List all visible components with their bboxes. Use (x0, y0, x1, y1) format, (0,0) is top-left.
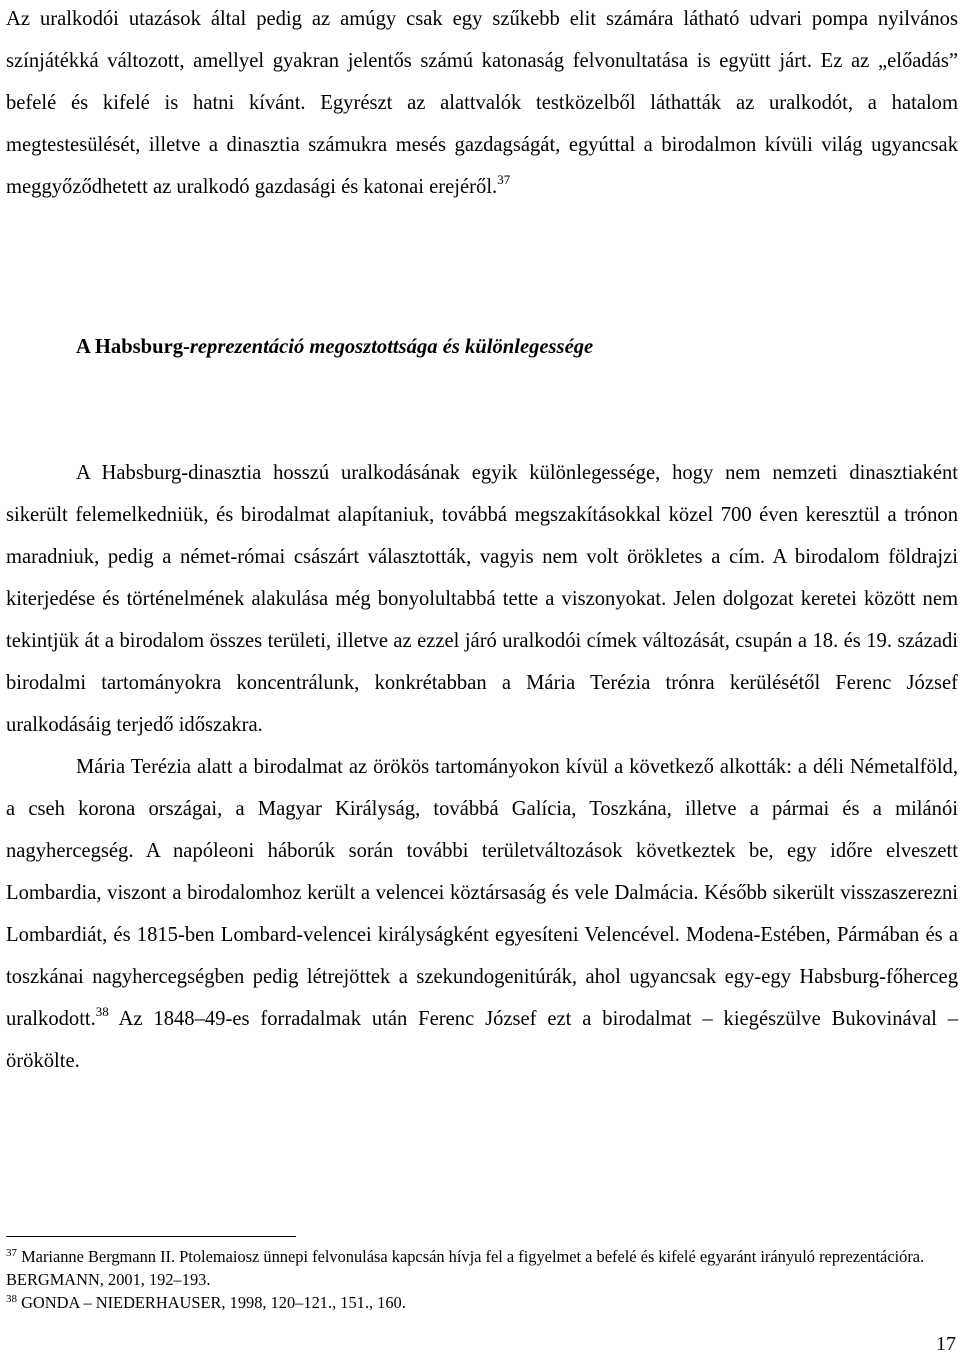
page-number: 17 (936, 1333, 956, 1355)
section-body (6, 452, 958, 1082)
body-paragraph-2-text-before: Mária Terézia alatt a birodalmat az örökös tartományokon kívül a következő alkották: a déli Németalföld, a cseh korona országai, a Magyar Királyság, továbbá Galícia, Toszkána, illetve a pármai és a milánói nagyhercegség. A napóleoni háborúk során további területváltozások következtek be, egy időre elveszett Lombardia, viszont a birodalomhoz került a velencei köztársaság és vele Dalmácia. Később sikerült visszaszerezni Lombardiát, és 1815-ben Lombard-velencei királyságként egyesíteni Velencével. Modena-Estében, Pármában és a toszkánai nagyhercegségben pedig létrejöttek a szekundogenitúrák, ahol ugyancsak egy-egy Habsburg-főherceg uralkodott. (6, 756, 958, 1030)
footnote-number: 37 (6, 1247, 17, 1259)
footnotes (6, 1245, 958, 1314)
footnote-ref-37: 37 (497, 172, 511, 187)
footnote-37 (6, 1245, 958, 1291)
body-paragraph-2 (6, 746, 958, 1082)
intro-paragraph-text: Az uralkodói utazások által pedig az amúgy csak egy szűkebb elit számára látható udvari pompa nyilvános színjátékká változott, amellyel gyakran jelentős számú katonaság felvonultatása is együtt járt. Ez az „előadás” befelé és kifelé is hatni kívánt. Egyrészt az alattvalók testközelből láthatták az uralkodót, a hatalom megtestesülését, illetve a dinasztia számukra mesés gazdagságát, egyúttal a birodalmon kívüli világ ugyancsak meggyőződhetett az uralkodó gazdasági és katonai erejéről. (6, 8, 958, 198)
intro-paragraph (6, 0, 958, 208)
body-paragraph-2-text-after: Az 1848–49-es forradalmak után Ferenc József ezt a birodalmat – kiegészülve Bukovinával – örökölte. (6, 1008, 958, 1072)
footnote-ref-38: 38 (95, 1004, 109, 1019)
body-paragraph-1-text: A Habsburg-dinasztia hosszú uralkodásának egyik különlegessége, hogy nem nemzeti dinasztiaként sikerült felemelkedniük, és birodalmat alapítaniuk, továbbá megszakításokkal közel 700 éven keresztül a trónon maradniuk, pedig a német-római császárt választották, vagyis nem volt örökletes a cím. A birodalom földrajzi kiterjedése és történelmének alakulása még bonyolultabbá tette a viszonyokat. Jelen dolgozat keretei között nem tekintjük át a birodalom összes területi, illetve az ezzel járó uralkodói címek változását, csupán a 18. és 19. századi birodalmi tartományokra koncentrálunk, konkrétabban a Mária Terézia trónra kerülésétől Ferenc József uralkodásáig terjedő időszakra. (6, 462, 958, 736)
footnote-separator (6, 1236, 296, 1237)
footnote-text: GONDA – NIEDERHAUSER, 1998, 120–121., 151., 160. (17, 1293, 406, 1312)
section-heading-plain: A Habsburg- (76, 336, 190, 358)
body-paragraph-1 (6, 452, 958, 746)
footnote-38 (6, 1291, 958, 1314)
section-heading-italic: reprezentáció megosztottsága és különlegessége (189, 336, 594, 358)
footnote-number: 38 (6, 1293, 17, 1305)
footnote-text: Marianne Bergmann II. Ptolemaiosz ünnepi felvonulása kapcsán hívja fel a figyelmet a befelé és kifelé egyaránt irányuló reprezentációra. BERGMANN, 2001, 192–193. (6, 1247, 925, 1289)
section-heading (76, 330, 593, 364)
